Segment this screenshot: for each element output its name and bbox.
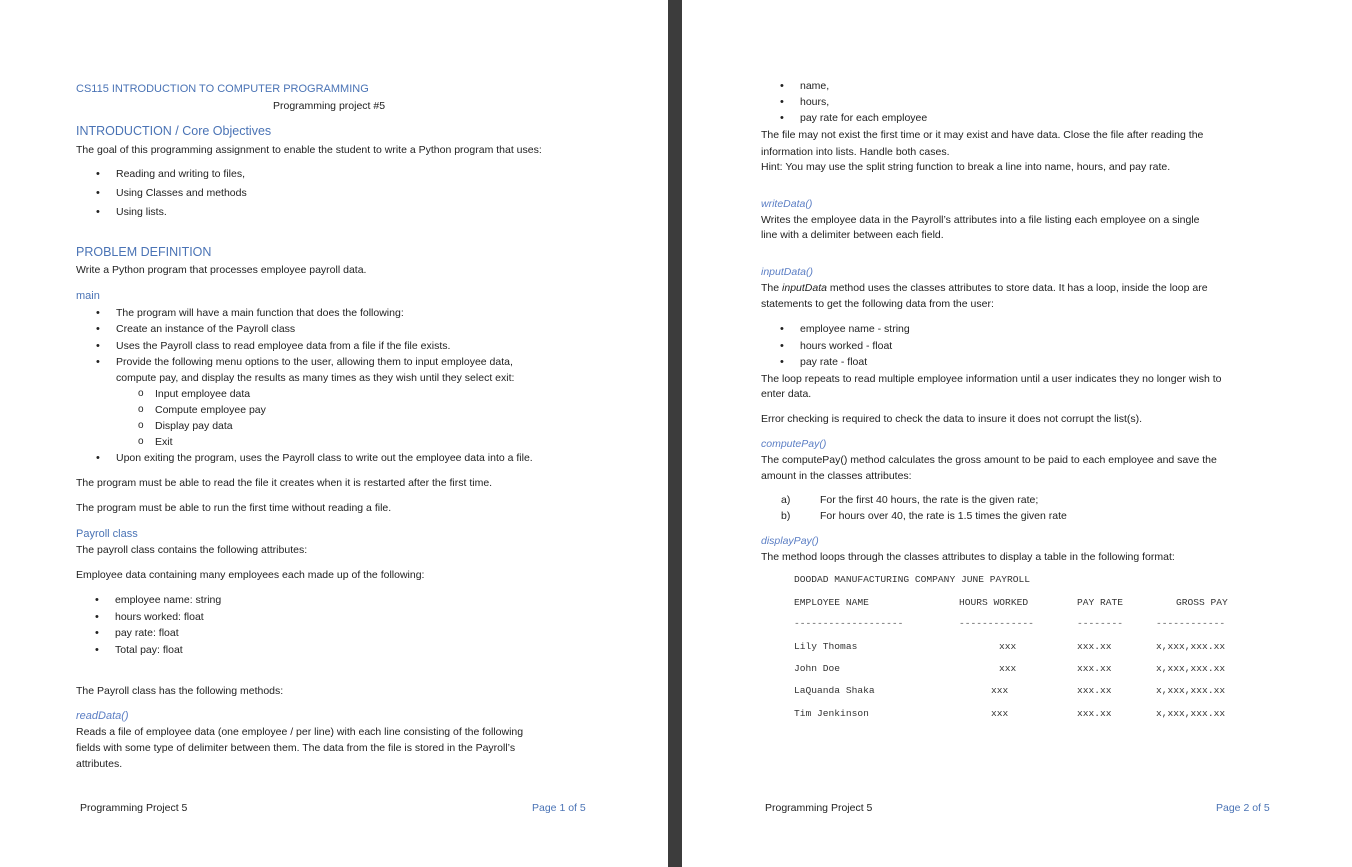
cell-rate: xxx.xx bbox=[1077, 641, 1112, 652]
rule-text: For the first 40 hours, the rate is the given rate; bbox=[820, 494, 1039, 506]
objective-item: • Using lists. bbox=[116, 205, 167, 219]
compute-line: amount in the classes attributes: bbox=[761, 470, 912, 482]
menu-option: o Compute employee pay bbox=[155, 403, 266, 417]
rule-label: a) bbox=[781, 494, 791, 506]
cell-name: John Doe bbox=[794, 663, 841, 674]
cell-gross: x,xxx,xxx.xx bbox=[1156, 685, 1226, 696]
input-line-1-method: inputData bbox=[782, 282, 827, 294]
table-title: DOODAD MANUFACTURING COMPANY JUNE PAYROLL bbox=[794, 574, 1031, 585]
document-page-1 bbox=[0, 0, 668, 867]
input-line-1-pre: The bbox=[761, 282, 783, 294]
write-line: Writes the employee data in the Payroll’s attributes into a file listing each employee on a single bbox=[761, 214, 1200, 226]
menu-option: o Exit bbox=[155, 435, 173, 449]
cell-rate: xxx.xx bbox=[1077, 663, 1112, 674]
attribute-item: • hours worked: float bbox=[115, 610, 204, 624]
table-header-rate: PAY RATE bbox=[1077, 597, 1124, 608]
cell-name: Lily Thomas bbox=[794, 641, 858, 652]
cell-name: LaQuanda Shaka bbox=[794, 685, 875, 696]
para-first-time: The program must be able to run the first time without reading a file. bbox=[76, 502, 392, 514]
problem-heading: PROBLEM DEFINITION bbox=[76, 245, 212, 259]
intro-text: The goal of this programming assignment to enable the student to write a Python program that uses: bbox=[76, 144, 542, 156]
payroll-heading: Payroll class bbox=[76, 528, 138, 540]
field-item: • pay rate for each employee bbox=[800, 111, 927, 125]
cell-rate: xxx.xx bbox=[1077, 685, 1112, 696]
input-line-1 bbox=[761, 281, 1208, 295]
attribute-item: • employee name: string bbox=[115, 593, 221, 607]
main-item-continuation: compute pay, and display the results as many times as they wish until they select exit: bbox=[116, 372, 515, 384]
write-line: line with a delimiter between each field. bbox=[761, 229, 944, 241]
compute-line: The computePay() method calculates the gross amount to be paid to each employee and save the bbox=[761, 454, 1217, 466]
project-title: Programming project #5 bbox=[273, 100, 386, 112]
page-separator bbox=[668, 0, 682, 867]
table-header-name: EMPLOYEE NAME bbox=[794, 597, 869, 608]
main-item: • The program will have a main function that does the following: bbox=[116, 306, 404, 320]
footer-left: Programming Project 5 bbox=[80, 802, 188, 814]
rule-label: b) bbox=[781, 510, 791, 522]
rule-text: For hours over 40, the rate is 1.5 times the given rate bbox=[820, 510, 1067, 522]
menu-option: o Input employee data bbox=[155, 387, 250, 401]
menu-option: o Display pay data bbox=[155, 419, 233, 433]
cell-hours: xxx bbox=[999, 663, 1017, 674]
table-header-hours: HOURS WORKED bbox=[959, 597, 1029, 608]
footer-page-number: Page 1 of 5 bbox=[532, 802, 586, 814]
cell-hours: xxx bbox=[991, 685, 1009, 696]
read-line: attributes. bbox=[76, 758, 123, 770]
input-item: • employee name - string bbox=[800, 322, 910, 336]
file-line: The file may not exist the first time or it may exist and have data. Close the file after reading the bbox=[761, 129, 1204, 141]
file-line: information into lists. Handle both cases. bbox=[761, 146, 950, 158]
exit-item: • Upon exiting the program, uses the Payroll class to write out the employee data into a file. bbox=[116, 451, 533, 465]
field-item: • hours, bbox=[800, 95, 829, 109]
cell-rate: xxx.xx bbox=[1077, 708, 1112, 719]
error-text: Error checking is required to check the data to insure it does not corrupt the list(s). bbox=[761, 413, 1143, 425]
input-line-1-post: method uses the classes attributes to store data. It has a loop, inside the loop are bbox=[826, 282, 1208, 294]
objective-item: • Using Classes and methods bbox=[116, 186, 247, 200]
methods-text: The Payroll class has the following methods: bbox=[76, 685, 284, 697]
attribute-item: • Total pay: float bbox=[115, 643, 183, 657]
table-divider: ------------- bbox=[959, 618, 1034, 629]
course-title: CS115 INTRODUCTION TO COMPUTER PROGRAMMING bbox=[76, 83, 369, 95]
loop-line: enter data. bbox=[761, 388, 812, 400]
read-heading: readData() bbox=[76, 710, 129, 722]
compute-heading: computePay() bbox=[761, 438, 827, 450]
document-page-2 bbox=[682, 0, 1352, 867]
read-line: Reads a file of employee data (one employee / per line) with each line consisting of the following bbox=[76, 726, 524, 738]
table-divider: ------------------- bbox=[794, 618, 904, 629]
cell-hours: xxx bbox=[991, 708, 1009, 719]
footer-left: Programming Project 5 bbox=[765, 802, 873, 814]
main-heading: main bbox=[76, 290, 100, 302]
cell-name: Tim Jenkinson bbox=[794, 708, 869, 719]
objective-item: • Reading and writing to files, bbox=[116, 167, 245, 181]
write-heading: writeData() bbox=[761, 198, 813, 210]
intro-heading: INTRODUCTION / Core Objectives bbox=[76, 124, 272, 138]
input-item: • pay rate - float bbox=[800, 355, 867, 369]
read-line: fields with some type of delimiter between them. The data from the file is stored in the Payroll’s bbox=[76, 742, 516, 754]
cell-hours: xxx bbox=[999, 641, 1017, 652]
main-item: • Create an instance of the Payroll class bbox=[116, 322, 295, 336]
table-divider: -------- bbox=[1077, 618, 1124, 629]
cell-gross: x,xxx,xxx.xx bbox=[1156, 663, 1226, 674]
payroll-text: The payroll class contains the following attributes: bbox=[76, 544, 308, 556]
main-item: • Uses the Payroll class to read employee data from a file if the file exists. bbox=[116, 339, 450, 353]
employee-text: Employee data containing many employees each made up of the following: bbox=[76, 569, 425, 581]
field-item: • name, bbox=[800, 79, 829, 93]
attribute-item: • pay rate: float bbox=[115, 626, 179, 640]
para-restart: The program must be able to read the file it creates when it is restarted after the first time. bbox=[76, 477, 493, 489]
cell-gross: x,xxx,xxx.xx bbox=[1156, 641, 1226, 652]
display-text: The method loops through the classes attributes to display a table in the following format: bbox=[761, 551, 1175, 563]
main-item: • Provide the following menu options to the user, allowing them to input employee data, bbox=[116, 355, 513, 369]
input-item: • hours worked - float bbox=[800, 339, 892, 353]
footer-page-number: Page 2 of 5 bbox=[1216, 802, 1270, 814]
input-line-2: statements to get the following data from the user: bbox=[761, 298, 994, 310]
input-heading: inputData() bbox=[761, 266, 813, 278]
hint-line: Hint: You may use the split string function to break a line into name, hours, and pay rate. bbox=[761, 161, 1171, 173]
table-header-gross: GROSS PAY bbox=[1176, 597, 1228, 608]
cell-gross: x,xxx,xxx.xx bbox=[1156, 708, 1226, 719]
loop-line: The loop repeats to read multiple employee information until a user indicates they no longer wish to bbox=[761, 373, 1222, 385]
display-heading: displayPay() bbox=[761, 535, 819, 547]
table-divider: ------------ bbox=[1156, 618, 1226, 629]
problem-text: Write a Python program that processes employee payroll data. bbox=[76, 264, 367, 276]
